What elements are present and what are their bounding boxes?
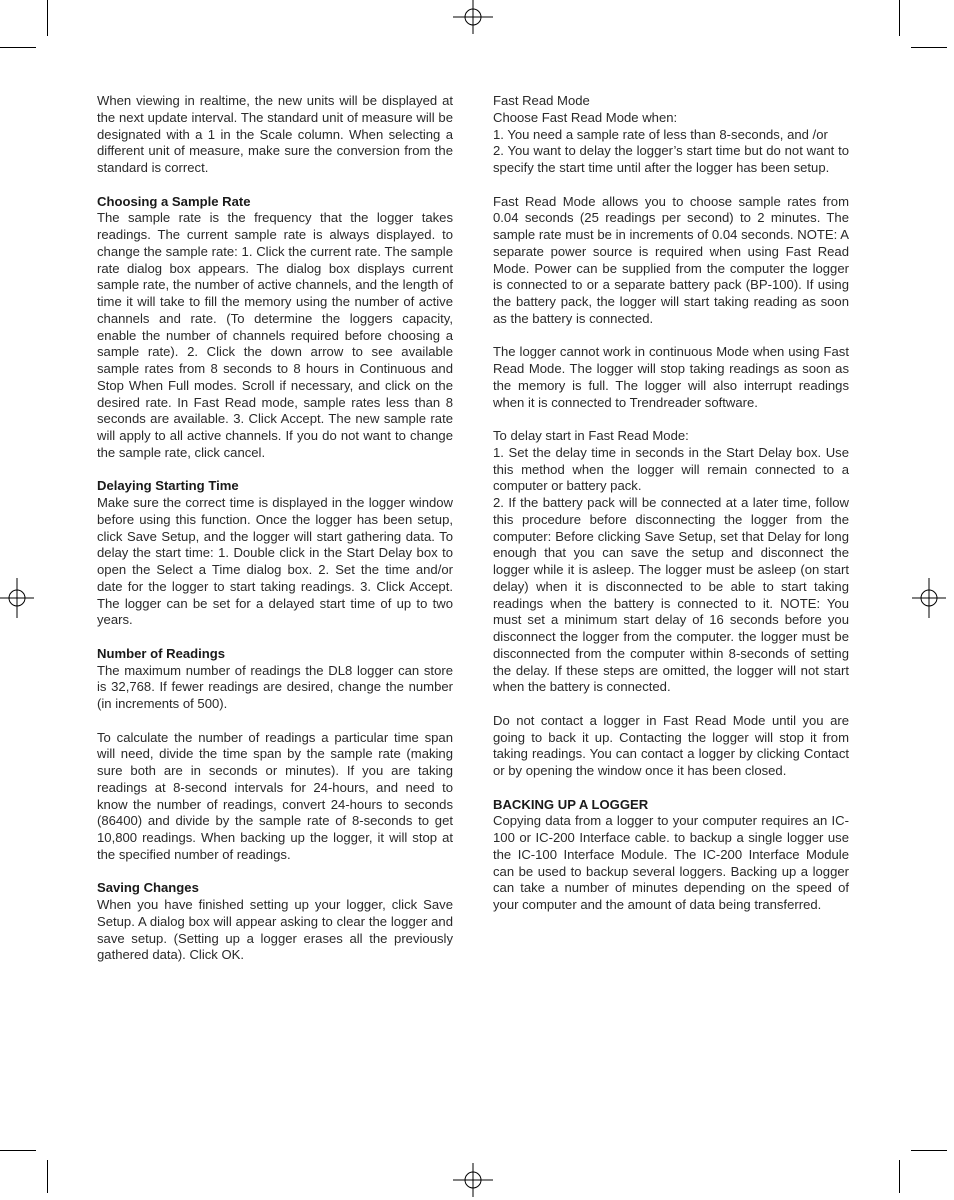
fast-read-title: Fast Read Mode — [493, 93, 590, 108]
readings-paragraph-1: The maximum number of readings the DL8 logger can store is 32,768. If fewer readings are desired, change the number (in increments of 500). — [97, 662, 453, 711]
right-column — [493, 93, 849, 931]
backing-heading: BACKING UP A LOGGER — [493, 796, 649, 812]
fast-read-item-1: 1. You need a sample rate of less than 8-seconds, and /or — [493, 126, 828, 142]
crop-mark-bottom-right-horizontal — [911, 1150, 947, 1151]
crop-mark-top-left-horizontal — [0, 47, 36, 48]
registration-mark-top-icon — [453, 0, 493, 37]
crop-mark-top-right-vertical — [899, 0, 900, 36]
contact-paragraph: Do not contact a logger in Fast Read Mode until you are going to back it up. Contacting the logger will stop it from taking readings. You can contact a logger by clicking Contact or by opening the window once it has been closed. — [493, 712, 849, 778]
sample-rate-heading: Choosing a Sample Rate — [97, 193, 251, 209]
registration-mark-right-icon — [909, 578, 949, 618]
saving-paragraph: When you have finished setting up your logger, click Save Setup. A dialog box will appear asking to clear the logger and save setup. (Setting up a logger erases all the previously gathered data). Click OK. — [97, 897, 453, 963]
left-column — [97, 93, 453, 981]
saving-heading: Saving Changes — [97, 880, 199, 896]
fast-read-paragraph-1: Fast Read Mode allows you to choose sample rates from 0.04 seconds (25 readings per second) to 2 minutes. The sample rate must be in increments of 0.04 seconds. NOTE: A separate power source is required when using Fast Read Mode. Power can be supplied from the computer the logger is connected to or a separate battery pack (BP-100). If using the battery pack, the logger will start taking reading as soon as the battery is connected. — [493, 193, 849, 326]
delay-start-step-1: 1. Set the delay time in seconds in the Start Delay box. Use this method when the logger will remain connected to a computer or battery pack. — [493, 444, 849, 494]
crop-mark-top-left-vertical — [47, 0, 48, 36]
crop-mark-top-right-horizontal — [911, 47, 947, 48]
readings-paragraph-2: To calculate the number of readings a particular time span will need, divide the time span by the sample rate (making sure both are in seconds or minutes). If you are taking readings at 8-second intervals for 24-hours, and need to know the number of readings, convert 24-hours to seconds (86400) and divide by the sample rate of 8-seconds to get 10,800 readings. When backing up the logger, it will stop at the specified number of readings. — [97, 729, 453, 862]
delaying-heading: Delaying Starting Time — [97, 478, 239, 494]
crop-mark-bottom-right-vertical — [899, 1160, 900, 1193]
fast-read-paragraph-2: The logger cannot work in continuous Mode when using Fast Read Mode. The logger will stop taking readings as soon as the memory is full. The logger will also interrupt readings when it is connected to Trendreader software. — [493, 344, 849, 410]
delay-start-step-2: 2. If the battery pack will be connected at a later time, follow this procedure before disconnecting the logger from the computer: Before clicking Save Setup, set that Delay for long enough that you can save the setup and disconnect the logger while it is asleep. The logger must be asleep (on start delay) when it is disconnected to be able to start taking readings when the battery is connected to it. NOTE: You must set a minimum start delay of 16 seconds before you disconnect the logger from the computer. the logger must be disconnected from the computer within 8-seconds of setting the delay. If these steps are omitted, the logger will not start when the battery is connected. — [493, 495, 849, 695]
delay-start-title: To delay start in Fast Read Mode: — [493, 428, 689, 443]
registration-mark-left-icon — [0, 578, 37, 618]
backing-paragraph: Copying data from a logger to your computer requires an IC-100 or IC-200 Interface cable. to backup a single logger use the IC-100 Interface Module. The IC-200 Interface Module can be used to backup several loggers. Backing up a logger can take a number of minutes depending on the speed of your computer and the amount of data being transferred. — [493, 813, 849, 912]
intro-paragraph: When viewing in realtime, the new units will be displayed at the next update interval. The standard unit of measure will be designated with a 1 in the Scale column. When selecting a different unit of measure, make sure the conversion from the standard is correct. — [97, 93, 453, 175]
registration-mark-bottom-icon — [453, 1160, 493, 1200]
crop-mark-bottom-left-horizontal — [0, 1150, 36, 1151]
fast-read-choose: Choose Fast Read Mode when: — [493, 109, 678, 125]
delaying-paragraph: Make sure the correct time is displayed in the logger window before using this function. Once the logger has been setup, click Save Setup, and the logger will start gathering data. To delay the start time: 1. Double click in the Start Delay box to open the Select a Time dialog box. 2. Set the time and/or date for the logger to start taking readings. 3. Click Accept. The logger can be set for a delayed start time of up to two years. — [97, 495, 453, 628]
sample-rate-paragraph: The sample rate is the frequency that the logger takes readings. The current sample rate is always displayed. to change the sample rate: 1. Click the current rate. The sample rate dialog box appears. The dialog box displays current sample rate, the number of active channels, and the length of time it will take to fill the memory using the number of active channels and rate. (To determine the loggers capacity, enable the number of channels required before choosing a sample rate). 2. Click the down arrow to see available sample rates from 8 seconds to 8 hours in Continuous and Stop When Full modes. Scroll if necessary, and click on the desired rate. In Fast Read mode, sample rates less than 8 seconds are available. 3. Click Accept. The new sample rate will apply to all active channels. If you do not want to change the sample rate, click cancel. — [97, 210, 453, 460]
readings-heading: Number of Readings — [97, 645, 226, 661]
fast-read-item-2: 2. You want to delay the logger’s start time but do not want to specify the start time until after the logger has been setup. — [493, 143, 849, 175]
crop-mark-bottom-left-vertical — [47, 1160, 48, 1193]
